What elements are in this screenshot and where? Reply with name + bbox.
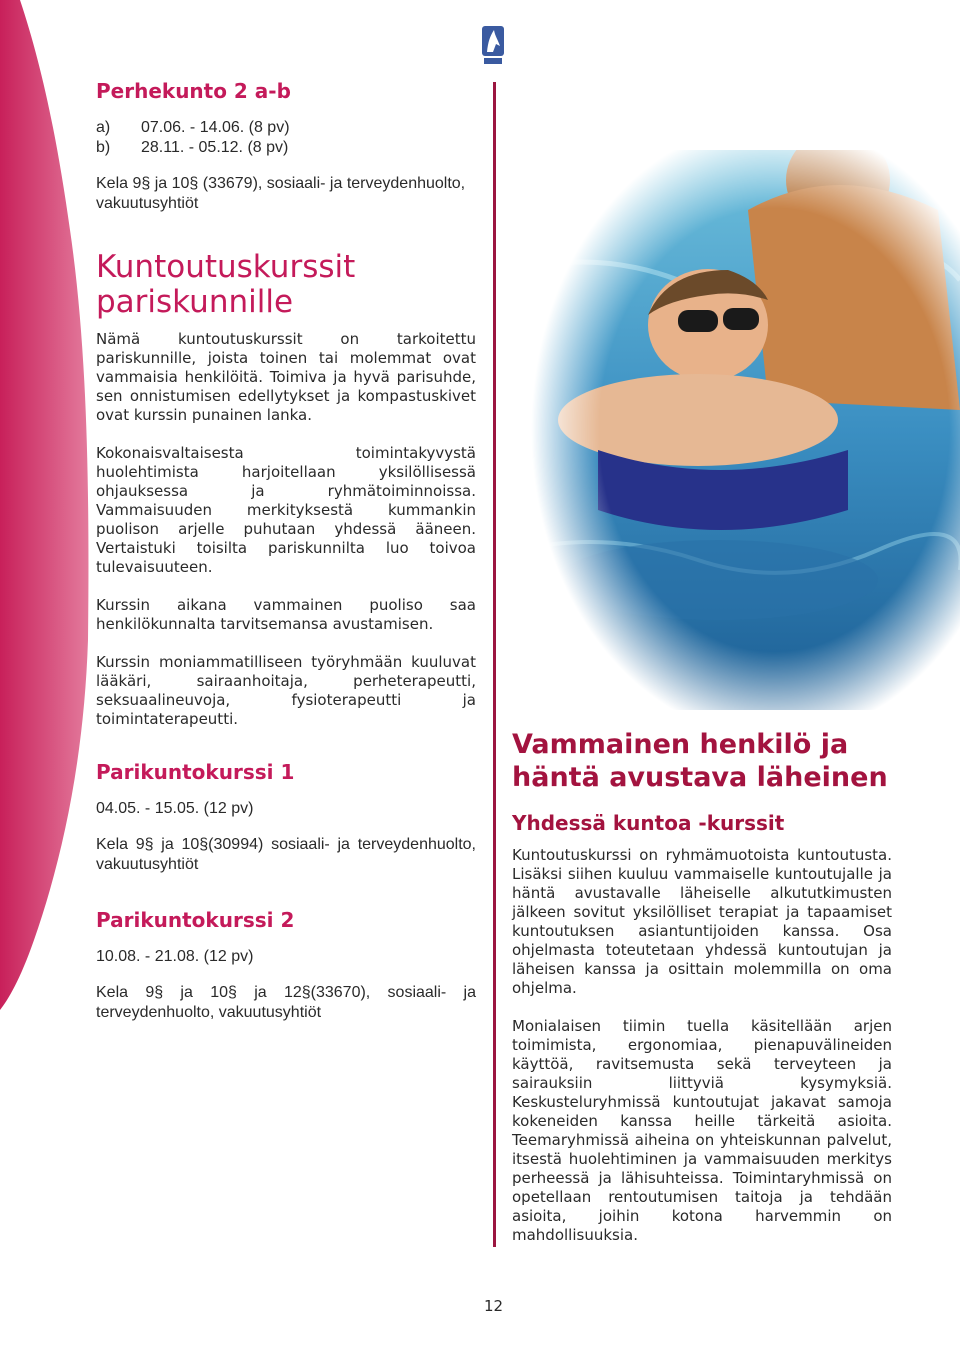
date-label: a) [96,119,111,136]
body-paragraph: Kurssin aikana vammainen puoliso saa henkilökunnalta tarvitsemansa avustamisen. [96,596,476,633]
section-subtitle: Yhdessä kuntoa -kurssit [512,811,785,835]
section-title: Vammainen henkilö ja häntä avustava läheinen [512,729,888,793]
body-paragraph: Kurssin moniammatilliseen työryhmään kuuluvat lääkäri, sairaanhoitaja, perheterapeutti, seksuaalineuvoja, fysioterapeutti ja toimintaterapeutti. [96,653,476,728]
body-paragraph: Nämä kuntoutuskurssit on tarkoitettu pariskunnille, joista toinen tai molemmat ovat vammaisia henkilöitä. Toimiva ja hyvä parisuhde, sen onnistumisen edellytykset ja kompastuskivet ovat kurssin punainen lanka. [96,330,476,424]
course-title-perhekunto: Perhekunto 2 a-b [96,79,291,103]
course-dates-list [96,118,476,158]
section-title: Kuntoutuskurssit pariskunnille [96,249,356,320]
course-funding: Kela 9§ ja 10§(30994) sosiaali- ja terveydenhuolto, vakuutusyhtiöt [96,836,476,873]
organization-logo [480,22,506,68]
date-label: b) [96,139,111,156]
date-row [96,138,476,158]
course-dates: 10.08. - 21.08. (12 pv) [96,948,254,965]
body-paragraph: Kokonaisvaltaisesta toimintakyvystä huolehtimista harjoitellaan yksilöllisessä ohjauksessa ja ryhmätoiminnoissa. Vammaisuuden merkityksestä kummankin puolison arjelle puhutaan yhdessä ääneen. Vertaistuki toisilta pariskunnilta luo toivoa tulevaisuuteen. [96,444,476,576]
decorative-band [0,0,90,1358]
course-title-parikunto-1: Parikuntokurssi 1 [96,760,295,784]
date-value: 07.06. - 14.06. (8 pv) [141,119,290,136]
date-row [96,118,476,138]
course-dates: 04.05. - 15.05. (12 pv) [96,800,254,817]
swimming-photo [518,150,960,710]
column-divider [493,82,496,1247]
left-column [96,78,476,1023]
course-funding: Kela 9§ ja 10§ ja 12§(33670), sosiaali- ja terveydenhuolto, vakuutusyhtiöt [96,984,476,1021]
page-number: 12 [484,1297,504,1315]
course-funding: Kela 9§ ja 10§ (33679), sosiaali- ja terveydenhuolto, vakuutusyhtiöt [96,175,466,212]
body-paragraph: Monialaisen tiimin tuella käsitellään arjen toimimista, ergonomiaa, pienapuvälineiden käyttöä, ravitsemusta sekä terveyteen ja sairauksiin liittyviä kysymyksiä. Keskusteluryhmissä kuntoutujat jakavat samoja kokeneiden kanssa heille tärkeitä asioita. Teemaryhmissä aiheina on yhteiskunnan palvelut, itsestä huolehtiminen ja vammaisuuden merkitys perheessä ja lähisuhteissa. Toimintaryhmissä on opetellaan rentoutumisen taitoja ja tehdään asioita, joihin kotona harvemmin on mahdollisuuksia. [512,1017,892,1244]
right-column [512,728,892,1245]
course-title-parikunto-2: Parikuntokurssi 2 [96,908,295,932]
date-value: 28.11. - 05.12. (8 pv) [141,139,289,156]
body-paragraph: Kuntoutuskurssi on ryhmämuotoista kuntoutusta. Lisäksi siihen kuuluu vammaiselle kuntoutujalle ja häntä avustavalle läheiselle alkututkimusten jälkeen sovitut yksilölliset terapiat ja tapaamiset kuntoutuksen asiantuntijoiden kanssa. Osa ohjelmasta toteutetaan yhdessä kuntoutujan ja läheisen kanssa ja osittain molemmilla on oma ohjelma. [512,846,892,997]
